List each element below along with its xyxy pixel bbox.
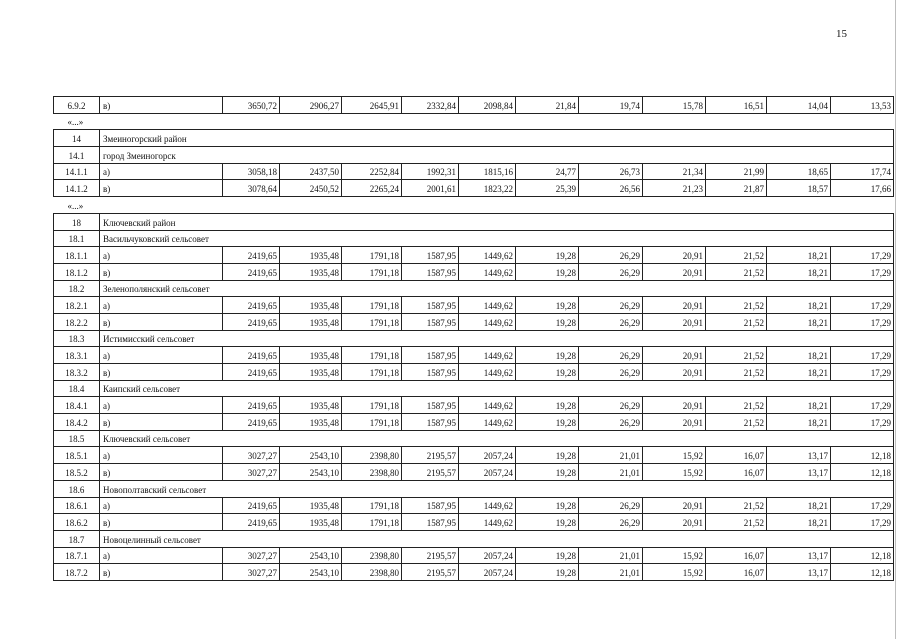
row-code: 18.1.1 [54, 247, 100, 264]
value-cell: 3027,27 [223, 564, 280, 581]
section-row [54, 213, 894, 230]
value-cell: 26,73 [579, 163, 643, 180]
value-cell: 16,51 [706, 97, 767, 114]
value-cell: 18,21 [767, 247, 831, 264]
value-cell: 19,28 [516, 547, 579, 564]
value-cell: 3027,27 [223, 447, 280, 464]
value-cell: 17,29 [831, 297, 894, 314]
row-code: 18.5 [54, 430, 100, 447]
value-cell: 1791,18 [342, 247, 402, 264]
table-row [54, 464, 894, 481]
section-row [54, 480, 894, 497]
value-cell: 1823,22 [459, 180, 516, 197]
value-cell: 16,07 [706, 547, 767, 564]
value-cell: 1587,95 [402, 313, 459, 330]
value-cell: 21,01 [579, 564, 643, 581]
value-cell: 12,18 [831, 464, 894, 481]
value-cell: 21,84 [516, 97, 579, 114]
value-cell: 1587,95 [402, 364, 459, 381]
value-cell: 1791,18 [342, 397, 402, 414]
section-row [54, 380, 894, 397]
value-cell: 18,21 [767, 297, 831, 314]
table-row [54, 414, 894, 431]
value-cell: 1935,48 [280, 313, 342, 330]
row-label: в) [100, 180, 223, 197]
value-cell: 17,29 [831, 497, 894, 514]
value-cell: 26,56 [579, 180, 643, 197]
value-cell: 1587,95 [402, 347, 459, 364]
value-cell: 16,07 [706, 464, 767, 481]
value-cell: 1791,18 [342, 497, 402, 514]
row-code: 14.1.2 [54, 180, 100, 197]
value-cell: 18,65 [767, 163, 831, 180]
value-cell: 13,53 [831, 97, 894, 114]
section-row [54, 147, 894, 164]
row-code: 18.5.1 [54, 447, 100, 464]
value-cell: 26,29 [579, 364, 643, 381]
value-cell: 2398,80 [342, 447, 402, 464]
row-code: 18.3.1 [54, 347, 100, 364]
value-cell: 2419,65 [223, 247, 280, 264]
table-row [54, 313, 894, 330]
value-cell: 21,01 [579, 447, 643, 464]
table-row [54, 397, 894, 414]
row-label: а) [100, 297, 223, 314]
table-row [54, 497, 894, 514]
section-row [54, 280, 894, 297]
value-cell: 16,07 [706, 564, 767, 581]
value-cell: 1449,62 [459, 247, 516, 264]
value-cell: 19,28 [516, 497, 579, 514]
row-code: 18.3.2 [54, 364, 100, 381]
section-title: Зеленополянский сельсовет [100, 280, 894, 297]
table-row [54, 180, 894, 197]
table-row [54, 97, 894, 114]
value-cell: 20,91 [643, 313, 706, 330]
value-cell: 20,91 [643, 414, 706, 431]
row-code: 18.7.2 [54, 564, 100, 581]
value-cell: 3058,18 [223, 163, 280, 180]
value-cell: 26,29 [579, 263, 643, 280]
value-cell: 15,92 [643, 564, 706, 581]
value-cell: 1449,62 [459, 313, 516, 330]
value-cell: 3078,64 [223, 180, 280, 197]
ellipsis-text: «...» [54, 113, 894, 130]
value-cell: 1587,95 [402, 247, 459, 264]
row-label: в) [100, 414, 223, 431]
value-cell: 21,52 [706, 397, 767, 414]
table-row [54, 514, 894, 531]
row-code: 18.7.1 [54, 547, 100, 564]
value-cell: 20,91 [643, 497, 706, 514]
value-cell: 2057,24 [459, 564, 516, 581]
value-cell: 19,28 [516, 313, 579, 330]
value-cell: 19,28 [516, 364, 579, 381]
value-cell: 1587,95 [402, 397, 459, 414]
value-cell: 15,78 [643, 97, 706, 114]
value-cell: 21,87 [706, 180, 767, 197]
value-cell: 2419,65 [223, 414, 280, 431]
row-code: 14 [54, 130, 100, 147]
table-row [54, 547, 894, 564]
value-cell: 21,23 [643, 180, 706, 197]
row-label: в) [100, 364, 223, 381]
value-cell: 1791,18 [342, 514, 402, 531]
value-cell: 20,91 [643, 397, 706, 414]
value-cell: 1449,62 [459, 364, 516, 381]
value-cell: 13,17 [767, 564, 831, 581]
value-cell: 2450,52 [280, 180, 342, 197]
row-label: а) [100, 247, 223, 264]
section-row [54, 530, 894, 547]
value-cell: 21,52 [706, 263, 767, 280]
value-cell: 19,28 [516, 297, 579, 314]
value-cell: 19,28 [516, 247, 579, 264]
value-cell: 1815,16 [459, 163, 516, 180]
value-cell: 1587,95 [402, 414, 459, 431]
value-cell: 26,29 [579, 414, 643, 431]
value-cell: 17,29 [831, 514, 894, 531]
tariff-table [53, 96, 894, 581]
table-row [54, 447, 894, 464]
value-cell: 20,91 [643, 247, 706, 264]
value-cell: 1992,31 [402, 163, 459, 180]
ellipsis-row [54, 197, 894, 214]
row-code: 18.2.2 [54, 313, 100, 330]
value-cell: 15,92 [643, 547, 706, 564]
table-row [54, 564, 894, 581]
value-cell: 1449,62 [459, 397, 516, 414]
value-cell: 19,28 [516, 397, 579, 414]
value-cell: 3027,27 [223, 547, 280, 564]
value-cell: 26,29 [579, 247, 643, 264]
value-cell: 2195,57 [402, 564, 459, 581]
value-cell: 18,21 [767, 414, 831, 431]
value-cell: 2265,24 [342, 180, 402, 197]
row-code: 18.2.1 [54, 297, 100, 314]
row-code: 18.1.2 [54, 263, 100, 280]
table-row [54, 263, 894, 280]
value-cell: 17,66 [831, 180, 894, 197]
value-cell: 19,74 [579, 97, 643, 114]
value-cell: 26,29 [579, 313, 643, 330]
row-code: 14.1 [54, 147, 100, 164]
row-code: 18.1 [54, 230, 100, 247]
value-cell: 21,01 [579, 547, 643, 564]
value-cell: 2398,80 [342, 564, 402, 581]
page-edge-line [895, 0, 896, 639]
row-code: 18.6 [54, 480, 100, 497]
value-cell: 1935,48 [280, 364, 342, 381]
table-row [54, 297, 894, 314]
value-cell: 1935,48 [280, 414, 342, 431]
table-row [54, 347, 894, 364]
value-cell: 26,29 [579, 297, 643, 314]
value-cell: 26,29 [579, 397, 643, 414]
row-code: 18.7 [54, 530, 100, 547]
value-cell: 2437,50 [280, 163, 342, 180]
value-cell: 1449,62 [459, 347, 516, 364]
section-title: Истимисский сельсовет [100, 330, 894, 347]
value-cell: 18,57 [767, 180, 831, 197]
section-title: Ключевский район [100, 213, 894, 230]
row-label: а) [100, 347, 223, 364]
value-cell: 19,28 [516, 263, 579, 280]
value-cell: 17,29 [831, 397, 894, 414]
value-cell: 2645,91 [342, 97, 402, 114]
value-cell: 1791,18 [342, 414, 402, 431]
value-cell: 2543,10 [280, 547, 342, 564]
value-cell: 13,17 [767, 547, 831, 564]
row-label: в) [100, 313, 223, 330]
value-cell: 18,21 [767, 397, 831, 414]
value-cell: 1935,48 [280, 297, 342, 314]
value-cell: 21,52 [706, 497, 767, 514]
value-cell: 2001,61 [402, 180, 459, 197]
row-code: 18 [54, 213, 100, 230]
value-cell: 12,18 [831, 564, 894, 581]
row-code: 18.4.1 [54, 397, 100, 414]
value-cell: 12,18 [831, 447, 894, 464]
value-cell: 26,29 [579, 497, 643, 514]
value-cell: 21,99 [706, 163, 767, 180]
value-cell: 25,39 [516, 180, 579, 197]
row-code: 18.6.1 [54, 497, 100, 514]
value-cell: 26,29 [579, 347, 643, 364]
value-cell: 17,29 [831, 347, 894, 364]
value-cell: 26,29 [579, 514, 643, 531]
row-label: а) [100, 397, 223, 414]
value-cell: 19,28 [516, 514, 579, 531]
section-row [54, 330, 894, 347]
row-code: 6.9.2 [54, 97, 100, 114]
value-cell: 18,21 [767, 313, 831, 330]
row-code: 18.4 [54, 380, 100, 397]
row-code: 18.3 [54, 330, 100, 347]
value-cell: 1791,18 [342, 347, 402, 364]
value-cell: 2195,57 [402, 547, 459, 564]
value-cell: 2398,80 [342, 464, 402, 481]
value-cell: 21,52 [706, 414, 767, 431]
value-cell: 2057,24 [459, 547, 516, 564]
value-cell: 17,29 [831, 364, 894, 381]
value-cell: 24,77 [516, 163, 579, 180]
section-title: город Змеиногорск [100, 147, 894, 164]
row-label: в) [100, 564, 223, 581]
value-cell: 1791,18 [342, 364, 402, 381]
value-cell: 21,52 [706, 347, 767, 364]
value-cell: 3650,72 [223, 97, 280, 114]
section-title: Каипский сельсовет [100, 380, 894, 397]
page-number: 15 [836, 28, 847, 40]
value-cell: 1449,62 [459, 414, 516, 431]
value-cell: 1587,95 [402, 514, 459, 531]
value-cell: 2419,65 [223, 313, 280, 330]
value-cell: 2398,80 [342, 547, 402, 564]
value-cell: 1791,18 [342, 297, 402, 314]
row-label: а) [100, 547, 223, 564]
value-cell: 3027,27 [223, 464, 280, 481]
value-cell: 2906,27 [280, 97, 342, 114]
value-cell: 21,52 [706, 514, 767, 531]
value-cell: 19,28 [516, 414, 579, 431]
value-cell: 2543,10 [280, 464, 342, 481]
value-cell: 2098,84 [459, 97, 516, 114]
value-cell: 18,21 [767, 347, 831, 364]
value-cell: 2419,65 [223, 347, 280, 364]
value-cell: 15,92 [643, 464, 706, 481]
value-cell: 12,18 [831, 547, 894, 564]
value-cell: 1587,95 [402, 297, 459, 314]
section-title: Новополтавский сельсовет [100, 480, 894, 497]
section-row [54, 430, 894, 447]
value-cell: 1935,48 [280, 347, 342, 364]
table-row [54, 163, 894, 180]
value-cell: 2419,65 [223, 497, 280, 514]
value-cell: 2332,84 [402, 97, 459, 114]
value-cell: 1791,18 [342, 313, 402, 330]
value-cell: 19,28 [516, 564, 579, 581]
value-cell: 21,52 [706, 313, 767, 330]
value-cell: 1935,48 [280, 514, 342, 531]
value-cell: 18,21 [767, 364, 831, 381]
value-cell: 18,21 [767, 263, 831, 280]
value-cell: 2543,10 [280, 564, 342, 581]
ellipsis-text: «...» [54, 197, 894, 214]
value-cell: 20,91 [643, 263, 706, 280]
value-cell: 2057,24 [459, 464, 516, 481]
value-cell: 2195,57 [402, 464, 459, 481]
section-title: Новоцелинный сельсовет [100, 530, 894, 547]
row-label: а) [100, 497, 223, 514]
row-label: в) [100, 97, 223, 114]
value-cell: 17,29 [831, 414, 894, 431]
section-title: Ключевский сельсовет [100, 430, 894, 447]
ellipsis-row [54, 113, 894, 130]
row-label: в) [100, 514, 223, 531]
value-cell: 19,28 [516, 464, 579, 481]
value-cell: 14,04 [767, 97, 831, 114]
value-cell: 19,28 [516, 447, 579, 464]
value-cell: 13,17 [767, 447, 831, 464]
value-cell: 20,91 [643, 347, 706, 364]
value-cell: 1935,48 [280, 263, 342, 280]
value-cell: 2419,65 [223, 364, 280, 381]
value-cell: 21,01 [579, 464, 643, 481]
value-cell: 21,52 [706, 247, 767, 264]
value-cell: 2419,65 [223, 297, 280, 314]
value-cell: 17,29 [831, 313, 894, 330]
value-cell: 1935,48 [280, 397, 342, 414]
row-code: 18.5.2 [54, 464, 100, 481]
value-cell: 19,28 [516, 347, 579, 364]
row-code: 18.6.2 [54, 514, 100, 531]
row-label: а) [100, 163, 223, 180]
value-cell: 2543,10 [280, 447, 342, 464]
section-row [54, 130, 894, 147]
table-row [54, 247, 894, 264]
value-cell: 2419,65 [223, 397, 280, 414]
value-cell: 20,91 [643, 514, 706, 531]
value-cell: 1935,48 [280, 247, 342, 264]
value-cell: 2195,57 [402, 447, 459, 464]
value-cell: 17,74 [831, 163, 894, 180]
value-cell: 20,91 [643, 297, 706, 314]
row-code: 18.4.2 [54, 414, 100, 431]
value-cell: 2057,24 [459, 447, 516, 464]
section-title: Змеиногорский район [100, 130, 894, 147]
table-row [54, 364, 894, 381]
value-cell: 2252,84 [342, 163, 402, 180]
value-cell: 1449,62 [459, 497, 516, 514]
value-cell: 1935,48 [280, 497, 342, 514]
value-cell: 18,21 [767, 514, 831, 531]
value-cell: 21,52 [706, 297, 767, 314]
value-cell: 13,17 [767, 464, 831, 481]
value-cell: 17,29 [831, 247, 894, 264]
value-cell: 1791,18 [342, 263, 402, 280]
value-cell: 18,21 [767, 497, 831, 514]
value-cell: 1587,95 [402, 263, 459, 280]
table-body [54, 97, 894, 581]
row-label: в) [100, 464, 223, 481]
value-cell: 1449,62 [459, 514, 516, 531]
value-cell: 17,29 [831, 263, 894, 280]
row-label: в) [100, 263, 223, 280]
value-cell: 21,52 [706, 364, 767, 381]
value-cell: 15,92 [643, 447, 706, 464]
row-label: а) [100, 447, 223, 464]
section-row [54, 230, 894, 247]
value-cell: 1449,62 [459, 263, 516, 280]
value-cell: 2419,65 [223, 263, 280, 280]
row-code: 18.2 [54, 280, 100, 297]
section-title: Васильчуковский сельсовет [100, 230, 894, 247]
value-cell: 1449,62 [459, 297, 516, 314]
value-cell: 1587,95 [402, 497, 459, 514]
value-cell: 16,07 [706, 447, 767, 464]
value-cell: 21,34 [643, 163, 706, 180]
row-code: 14.1.1 [54, 163, 100, 180]
value-cell: 2419,65 [223, 514, 280, 531]
value-cell: 20,91 [643, 364, 706, 381]
